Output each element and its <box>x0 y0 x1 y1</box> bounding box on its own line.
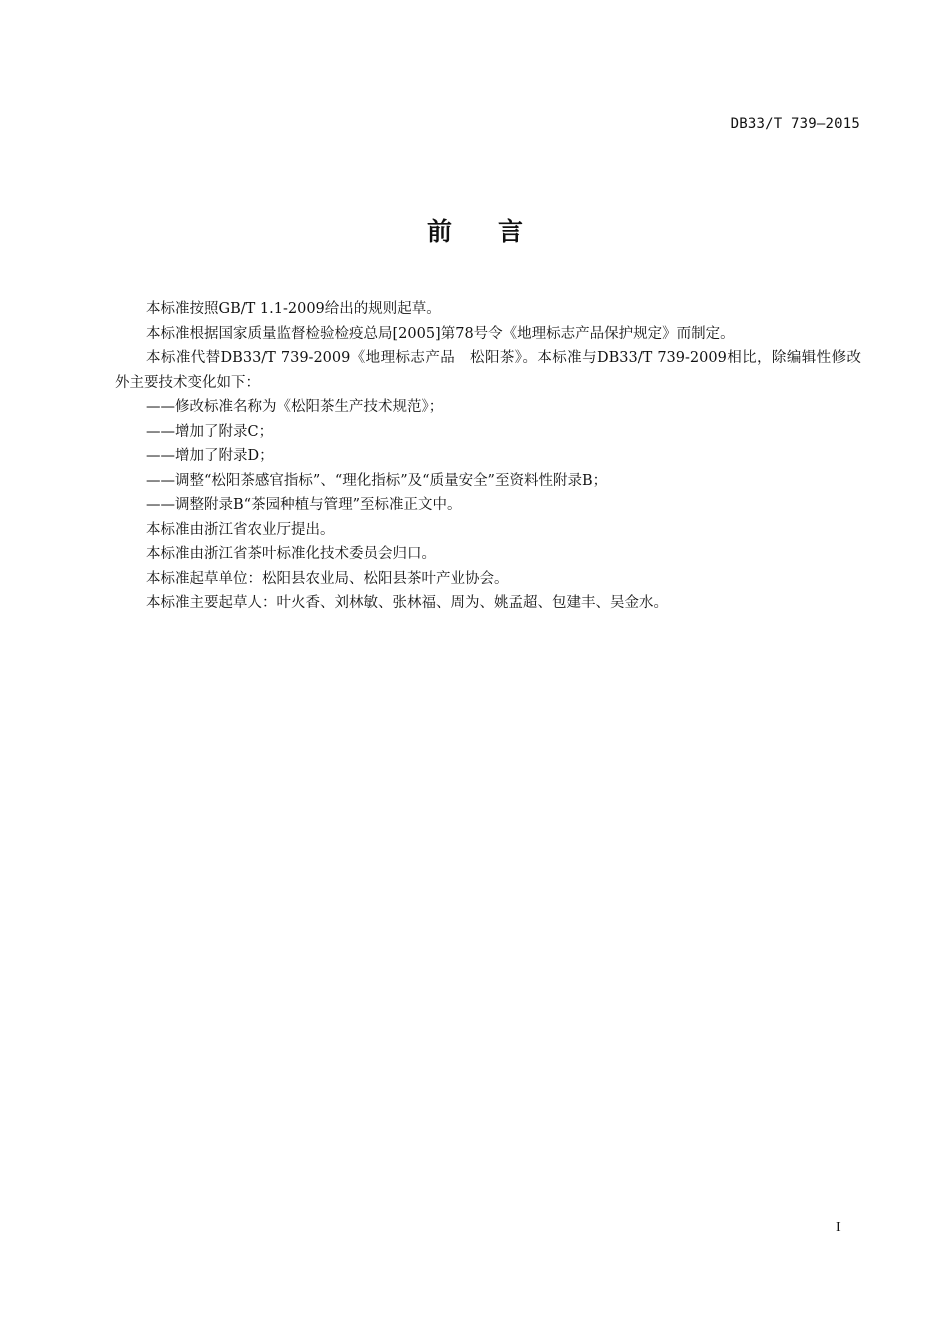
paragraph-replacement: 本标准代替DB33/T 739-2009《地理标志产品 松阳茶》。本标准与DB33/T 739-2009相比，除编辑性修改外主要技术变化如下： <box>115 350 861 391</box>
change-item: ——增加了附录C； <box>146 423 274 440</box>
page-number: I <box>836 1220 841 1235</box>
paragraph-legal-basis: 本标准根据国家质量监督检验检疫总局[2005]第78号令《地理标志产品保护规定》而制定。 <box>146 325 735 342</box>
paragraph-drafting-units: 本标准起草单位：松阳县农业局、松阳县茶叶产业协会。 <box>146 570 509 587</box>
changes-list <box>115 395 861 518</box>
change-item: ——调整“松阳茶感官指标”、“理化指标”及“质量安全”至资料性附录B； <box>146 472 608 489</box>
document-code: DB33/T 739—2015 <box>730 116 860 132</box>
change-item: ——修改标准名称为《松阳茶生产技术规范》； <box>146 399 444 415</box>
paragraph-drafting-rules: 本标准按照GB/T 1.1-2009给出的规则起草。 <box>146 301 441 317</box>
paragraph-drafters: 本标准主要起草人：叶火香、刘林敏、张林福、周为、姚孟超、包建丰、吴金水。 <box>146 595 668 611</box>
change-item: ——增加了附录D； <box>146 448 274 464</box>
paragraph-proposer: 本标准由浙江省农业厅提出。 <box>146 521 335 538</box>
paragraph-committee: 本标准由浙江省茶叶标准化技术委员会归口。 <box>146 546 436 562</box>
page-title: 前言 <box>426 217 569 246</box>
change-item: ——调整附录B“茶园种植与管理”至标准正文中。 <box>146 497 462 513</box>
foreword-body <box>115 297 861 616</box>
